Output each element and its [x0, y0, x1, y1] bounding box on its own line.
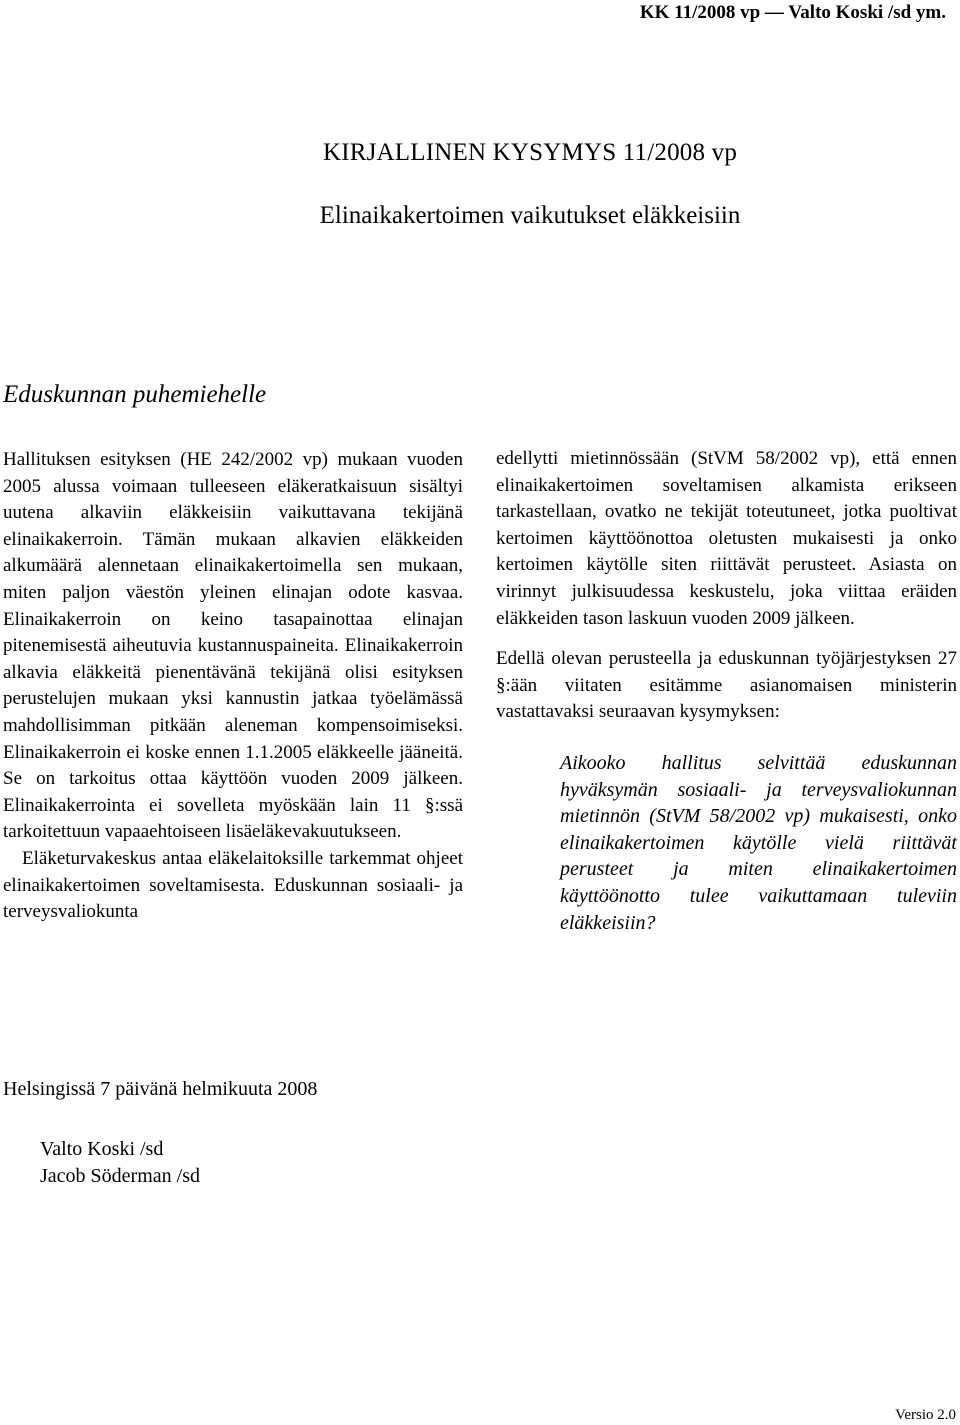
- body-paragraph: Hallituksen esityksen (HE 242/2002 vp) mukaan vuoden 2005 alussa voimaan tulleeseen eläkeratkaisuun sisältyi uutena alkaviin eläkkeisiin vaikuttavana tekijänä elinaikakerroin. Tämän mukaan alkavien eläkkeiden alkumäärä alennetaan elinaikakertoimella sen mukaan, miten paljon väestön yleinen elinajan odote kasvaa. Elinaikakerroin on keino tasapainottaa elinajan pitenemisestä aiheutuvia kustannuspaineita. Elinaikakerroin alkavia eläkkeitä pienentävänä tekijänä olisi esityksen perustelujen mukaan yksi kannustin jatkaa työelämässä mahdollisimman pitkään aleneman kompensoimiseksi. Elinaikakerroin ei koske ennen 1.1.2005 eläkkeelle jääneitä. Se on tarkoitus ottaa käyttöön vuoden 2009 jälkeen. Elinaikakerrointa ei sovelleta myöskään lain 11 §:ssä tarkoitettuun vapaaehtoiseen lisäeläkevakuutukseen.: [3, 449, 463, 843]
- right-column: [496, 446, 957, 936]
- body-paragraph: Edellä olevan perusteella ja eduskunnan työjärjestyksen 27 §:ään viitaten esitämme asianomaisen ministerin vastattavaksi seuraavan kysymyksen:: [496, 648, 957, 723]
- signatory: Valto Koski /sd: [40, 1138, 164, 1160]
- document-title: KIRJALLINEN KYSYMYS 11/2008 vp: [322, 139, 738, 166]
- body-paragraph: edellytti mietinnössään (StVM 58/2002 vp), että ennen elinaikakertoimen soveltamisen alkamista erikseen tarkastellaan, ovatko ne tekijät toteutuneet, jotka puoltivat kertoimen käyttöönottoa oletusten mukaisesti ja onko kertoimen käytölle siten riittävät perusteet. Asiasta on virinnyt julkisuudessa keskustelu, joka viittaa eräiden eläkkeiden tason laskuun vuoden 2009 jälkeen.: [496, 448, 957, 629]
- left-column: [3, 447, 463, 926]
- version-label: Versio 2.0: [895, 1407, 956, 1423]
- signatory: Jacob Söderman /sd: [40, 1165, 200, 1187]
- document-header: KK 11/2008 vp — Valto Koski /sd ym.: [639, 2, 946, 23]
- body-paragraph: Eläketurvakeskus antaa eläkelaitoksille tarkemmat ohjeet elinaikakertoimen soveltamisesta. Eduskunnan sosiaali- ja terveysvaliokunta: [3, 847, 463, 923]
- place-date: Helsingissä 7 päivänä helmikuuta 2008: [3, 1078, 318, 1100]
- question-text: Aikooko hallitus selvittää eduskunnan hyväksymän sosiaali- ja terveysvaliokunnan mietinnön (StVM 58/2002 vp) mukaisesti, onko elinaikakertoimen käytölle vielä riittävät perusteet ja miten elinaikakertoimen käyttöönotto tulee vaikuttamaan tuleviin eläkkeisiin?: [560, 751, 957, 934]
- salutation: Eduskunnan puhemiehelle: [3, 381, 267, 408]
- document-subtitle: Elinaikakertoimen vaikutukset eläkkeisiin: [319, 202, 741, 229]
